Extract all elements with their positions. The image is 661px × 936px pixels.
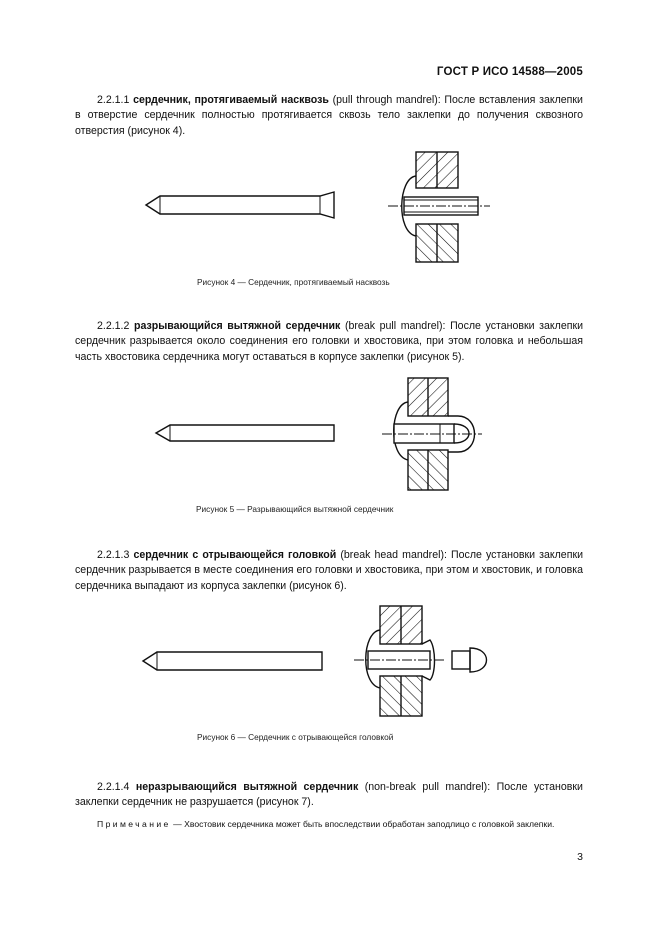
page-number: 3: [577, 851, 583, 863]
definition-text: После установки заклепки сердечник не разрушается (рисунок 7).: [75, 781, 583, 809]
definition-text: После установки заклепки сердечник разрывается в месте соединения его головки и хвостовика, при этом и хвостовик, и головка сердечника выпадают из корпуса заклепки (рисунок 6).: [75, 549, 583, 592]
english-term: (pull through mandrel):: [332, 94, 441, 106]
clause-number: 2.2.1.1: [97, 94, 130, 106]
figure-4-caption: Рисунок 4 — Сердечник, протягиваемый насквозь: [197, 277, 390, 287]
figure-5-caption: Рисунок 5 — Разрывающийся вытяжной сердечник: [196, 504, 394, 514]
note-text: — Хвостовик сердечника может быть впоследствии обработан заподлицо с головкой заклепки.: [173, 819, 555, 829]
english-term: (break head mandrel):: [340, 549, 447, 561]
rivet-assembly-fig6: [354, 606, 444, 716]
clause-number: 2.2.1.4: [97, 781, 130, 793]
mandrel-break-head: [143, 652, 322, 670]
clause-number: 2.2.1.3: [97, 549, 130, 561]
definition-text: После вставления заклепки в отверстие сердечник полностью протягивается сквозь тело заклепки до получения сквозного отверстия (рисунок 4).: [75, 94, 583, 137]
definition-2-2-1-4: [75, 780, 583, 811]
clause-number: 2.2.1.2: [97, 320, 130, 332]
english-term: (non-break pull mandrel):: [364, 781, 491, 793]
definition-text: После установки заклепки сердечник разрывается около соединения его головки и хвостовика, при этом головка и небольшая часть хвостовика сердечника могут оставаться в корпусе заклепки (рисунок 5).: [75, 320, 584, 363]
figure-6-caption: Рисунок 6 — Сердечник с отрывающейся головкой: [197, 732, 394, 742]
term: неразрывающийся вытяжной сердечник: [135, 781, 359, 793]
broken-mandrel-head: [452, 648, 487, 672]
note-label: Примечание: [97, 819, 171, 829]
note: [75, 817, 583, 831]
english-term: (break pull mandrel):: [344, 320, 446, 332]
term: сердечник с отрывающейся головкой: [133, 549, 337, 561]
term: сердечник, протягиваемый насквозь: [133, 94, 329, 106]
document-id-header: ГОСТ Р ИСО 14588—2005: [436, 66, 583, 78]
term: разрывающийся вытяжной сердечник: [134, 320, 341, 332]
